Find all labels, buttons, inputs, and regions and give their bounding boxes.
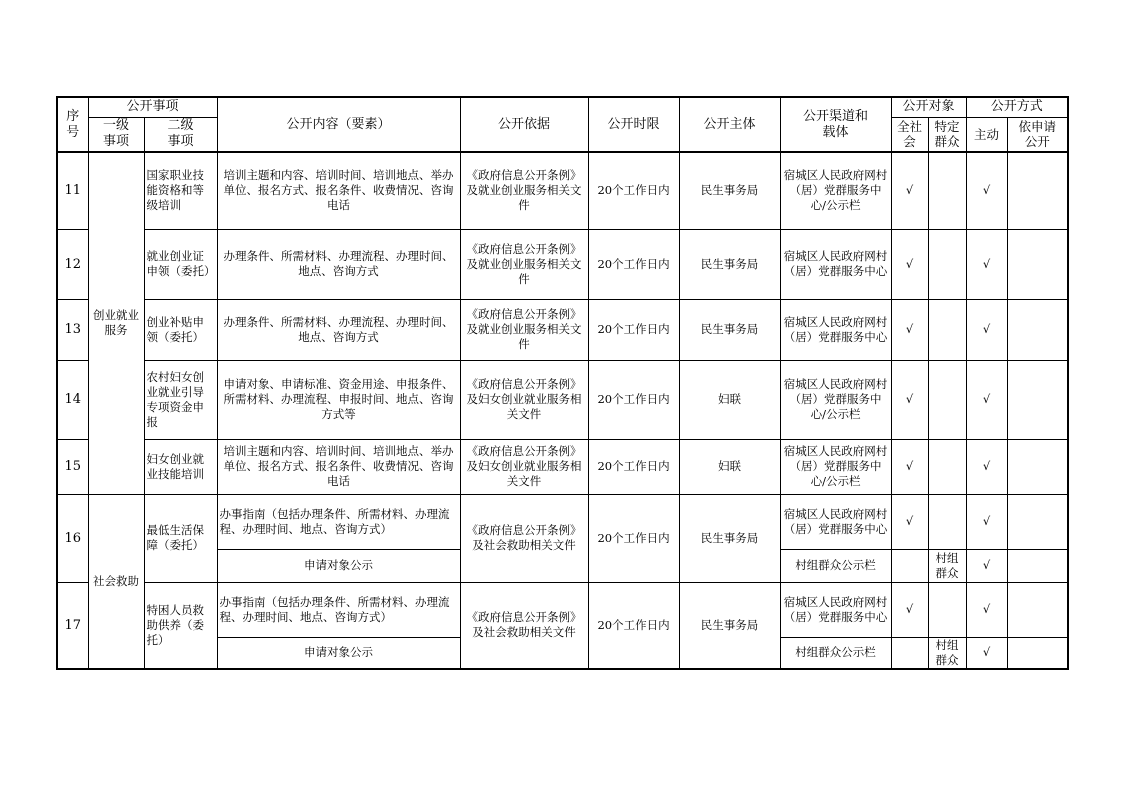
row-subject: 民生事务局 <box>679 582 780 669</box>
row-target-all: √ <box>891 360 928 439</box>
row-method-active: √ <box>966 582 1007 637</box>
row-content: 申请对象、申请标准、资金用途、申报条件、所需材料、办理流程、申报时间、地点、咨询方式等 <box>217 360 460 439</box>
subrow-target-all <box>891 637 928 669</box>
row-channel: 宿城区人民政府网村（居）党群服务中心/公示栏 <box>780 152 891 229</box>
header-content: 公开内容（要素） <box>217 97 460 152</box>
row-subject: 民生事务局 <box>679 494 780 582</box>
row-target-specific <box>928 582 966 637</box>
row-target-all: √ <box>891 439 928 494</box>
row-target-all: √ <box>891 299 928 360</box>
row-method-apply <box>1007 299 1068 360</box>
row-target-specific <box>928 299 966 360</box>
row-method-apply <box>1007 360 1068 439</box>
subrow-method-active: √ <box>966 549 1007 582</box>
row-basis: 《政府信息公开条例》及就业创业服务相关文件 <box>460 229 588 299</box>
row-time-limit: 20个工作日内 <box>588 360 679 439</box>
row-level2: 就业创业证申领（委托） <box>144 229 217 299</box>
row-seq: 12 <box>57 229 88 299</box>
header-level2: 二级事项 <box>144 117 217 152</box>
row-content: 办事指南（包括办理条件、所需材料、办理流程、办理时间、地点、咨询方式） <box>217 494 460 549</box>
row-target-specific <box>928 360 966 439</box>
row-content: 办理条件、所需材料、办理流程、办理时间、地点、咨询方式 <box>217 299 460 360</box>
header-target-specific: 特定群众 <box>928 117 966 152</box>
header-method-apply: 依申请公开 <box>1007 117 1068 152</box>
header-method-group: 公开方式 <box>966 97 1068 117</box>
row-channel: 宿城区人民政府网村（居）党群服务中心 <box>780 299 891 360</box>
row-basis: 《政府信息公开条例》及妇女创业就业服务相关文件 <box>460 360 588 439</box>
row-level2: 创业补贴申领（委托） <box>144 299 217 360</box>
row-method-active: √ <box>966 494 1007 549</box>
row-subject: 民生事务局 <box>679 152 780 229</box>
table-row <box>57 439 1068 494</box>
row-channel: 宿城区人民政府网村（居）党群服务中心/公示栏 <box>780 360 891 439</box>
disclosure-table <box>56 96 1069 670</box>
row-time-limit: 20个工作日内 <box>588 152 679 229</box>
group-social: 社会救助 <box>88 494 144 669</box>
row-level2: 最低生活保障（委托） <box>144 494 217 582</box>
row-time-limit: 20个工作日内 <box>588 439 679 494</box>
header-method-active: 主动 <box>966 117 1007 152</box>
row-content: 培训主题和内容、培训时间、培训地点、举办单位、报名方式、报名条件、收费情况、咨询电话 <box>217 152 460 229</box>
table-row <box>57 582 1068 637</box>
subrow-method-active: √ <box>966 637 1007 669</box>
row-subject: 妇联 <box>679 360 780 439</box>
row-basis: 《政府信息公开条例》及妇女创业就业服务相关文件 <box>460 439 588 494</box>
header-subject: 公开主体 <box>679 97 780 152</box>
row-target-all: √ <box>891 152 928 229</box>
row-content: 培训主题和内容、培训时间、培训地点、举办单位、报名方式、报名条件、收费情况、咨询电话 <box>217 439 460 494</box>
header-basis: 公开依据 <box>460 97 588 152</box>
row-method-apply <box>1007 152 1068 229</box>
row-channel: 宿城区人民政府网村（居）党群服务中心 <box>780 494 891 549</box>
header-row-1 <box>57 97 1068 117</box>
row-subject: 民生事务局 <box>679 229 780 299</box>
row-basis: 《政府信息公开条例》及社会救助相关文件 <box>460 582 588 669</box>
row-time-limit: 20个工作日内 <box>588 494 679 582</box>
header-seq: 序号 <box>57 97 88 152</box>
row-seq: 13 <box>57 299 88 360</box>
subrow-target-specific: 村组群众 <box>928 549 966 582</box>
group-employment: 创业就业服务 <box>88 152 144 494</box>
row-basis: 《政府信息公开条例》及就业创业服务相关文件 <box>460 152 588 229</box>
row-target-specific <box>928 152 966 229</box>
row-method-apply <box>1007 229 1068 299</box>
row-basis: 《政府信息公开条例》及就业创业服务相关文件 <box>460 299 588 360</box>
row-time-limit: 20个工作日内 <box>588 582 679 669</box>
row-level2: 妇女创业就业技能培训 <box>144 439 217 494</box>
subrow-method-apply <box>1007 637 1068 669</box>
row-method-apply <box>1007 439 1068 494</box>
header-channel: 公开渠道和载体 <box>780 97 891 152</box>
row-seq: 11 <box>57 152 88 229</box>
row-method-apply <box>1007 582 1068 637</box>
table-row <box>57 494 1068 549</box>
row-time-limit: 20个工作日内 <box>588 229 679 299</box>
row-method-active: √ <box>966 299 1007 360</box>
table-row <box>57 152 1068 229</box>
row-target-all: √ <box>891 582 928 637</box>
table-row <box>57 229 1068 299</box>
row-method-active: √ <box>966 439 1007 494</box>
header-item-group: 公开事项 <box>88 97 217 117</box>
row-target-specific <box>928 229 966 299</box>
row-time-limit: 20个工作日内 <box>588 299 679 360</box>
row-target-specific <box>928 494 966 549</box>
header-time-limit: 公开时限 <box>588 97 679 152</box>
row-subject: 民生事务局 <box>679 299 780 360</box>
row-level2: 特困人员救助供养（委托） <box>144 582 217 669</box>
table-row <box>57 360 1068 439</box>
row-channel: 宿城区人民政府网村（居）党群服务中心 <box>780 582 891 637</box>
row-method-active: √ <box>966 229 1007 299</box>
row-method-active: √ <box>966 360 1007 439</box>
row-level2: 国家职业技能资格和等级培训 <box>144 152 217 229</box>
row-seq: 14 <box>57 360 88 439</box>
row-method-active: √ <box>966 152 1007 229</box>
subrow-target-all <box>891 549 928 582</box>
subrow-content: 申请对象公示 <box>217 549 460 582</box>
header-target-all: 全社会 <box>891 117 928 152</box>
row-target-specific <box>928 439 966 494</box>
row-subject: 妇联 <box>679 439 780 494</box>
table-row <box>57 299 1068 360</box>
subrow-method-apply <box>1007 549 1068 582</box>
header-level1: 一级事项 <box>88 117 144 152</box>
row-channel: 宿城区人民政府网村（居）党群服务中心 <box>780 229 891 299</box>
row-channel: 宿城区人民政府网村（居）党群服务中心/公示栏 <box>780 439 891 494</box>
header-target-group: 公开对象 <box>891 97 966 117</box>
subrow-channel: 村组群众公示栏 <box>780 549 891 582</box>
row-target-all: √ <box>891 229 928 299</box>
row-content: 办事指南（包括办理条件、所需材料、办理流程、办理时间、地点、咨询方式） <box>217 582 460 637</box>
row-basis: 《政府信息公开条例》及社会救助相关文件 <box>460 494 588 582</box>
subrow-target-specific: 村组群众 <box>928 637 966 669</box>
row-seq: 17 <box>57 582 88 669</box>
row-seq: 15 <box>57 439 88 494</box>
subrow-channel: 村组群众公示栏 <box>780 637 891 669</box>
subrow-content: 申请对象公示 <box>217 637 460 669</box>
row-method-apply <box>1007 494 1068 549</box>
row-level2: 农村妇女创业就业引导专项资金申报 <box>144 360 217 439</box>
row-content: 办理条件、所需材料、办理流程、办理时间、地点、咨询方式 <box>217 229 460 299</box>
row-seq: 16 <box>57 494 88 582</box>
row-target-all: √ <box>891 494 928 549</box>
